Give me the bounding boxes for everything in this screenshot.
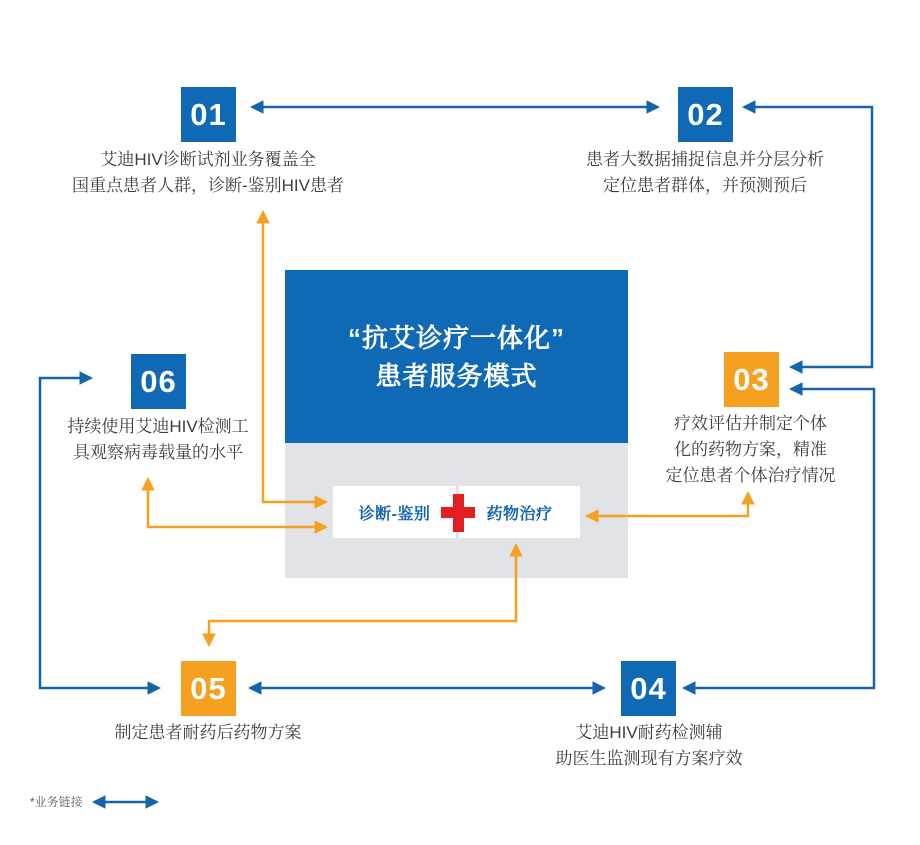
text-line: 艾迪HIV诊断试剂业务覆盖全 — [100, 150, 316, 169]
center-title-line1: “抗艾诊疗一体化” — [347, 322, 565, 353]
step-05-number: 05 — [190, 670, 227, 706]
step-06-number-box — [131, 354, 186, 409]
connector-02-03 — [744, 107, 872, 367]
text-line: 制定患者耐药后药物方案 — [114, 723, 302, 742]
step-03-number: 03 — [733, 361, 770, 397]
plus-icon — [453, 494, 464, 532]
treatment-label-box — [459, 486, 580, 538]
step-04-number-box — [621, 661, 676, 716]
text-line: 国重点患者人群，诊断-鉴别HIV患者 — [72, 176, 344, 195]
text-line: 持续使用艾迪HIV检测工 — [67, 417, 249, 436]
step-05-number-box — [181, 661, 236, 716]
step-01-description — [48, 147, 368, 199]
step-02-number-box — [678, 87, 733, 142]
text-line: 具观察病毒载量的水平 — [73, 443, 243, 462]
step-04-description — [518, 720, 780, 772]
step-02-number: 02 — [687, 96, 724, 132]
text-line: 助医生监测现有方案疗效 — [555, 749, 743, 768]
step-05-description — [78, 720, 338, 746]
step-06-description — [38, 414, 278, 466]
step-04-number: 04 — [630, 670, 667, 706]
step-01-number-box — [181, 87, 236, 142]
step-02-description — [545, 147, 865, 199]
text-line: 疗效评估并制定个体 — [674, 414, 827, 433]
legend-note: *业务链接 — [30, 795, 83, 809]
text-line: 定位患者群体，并预测预后 — [603, 176, 807, 195]
diagnosis-label: 诊断-鉴别 — [358, 505, 431, 523]
step-03-number-box — [724, 352, 779, 407]
text-line: 艾迪HIV耐药检测辅 — [575, 723, 723, 742]
step-06-number: 06 — [140, 363, 177, 399]
text-line: 定位患者个体治疗情况 — [665, 466, 836, 485]
text-line: 化的药物方案，精准 — [674, 440, 827, 459]
step-01-number: 01 — [190, 96, 227, 132]
treatment-label: 药物治疗 — [486, 505, 553, 523]
center-title-line2: 患者服务模式 — [375, 360, 538, 391]
step-03-description — [628, 411, 873, 489]
text-line: 患者大数据捕捉信息并分层分析 — [586, 150, 824, 169]
diagnosis-label-box — [333, 486, 456, 538]
center-title-panel — [285, 270, 628, 443]
